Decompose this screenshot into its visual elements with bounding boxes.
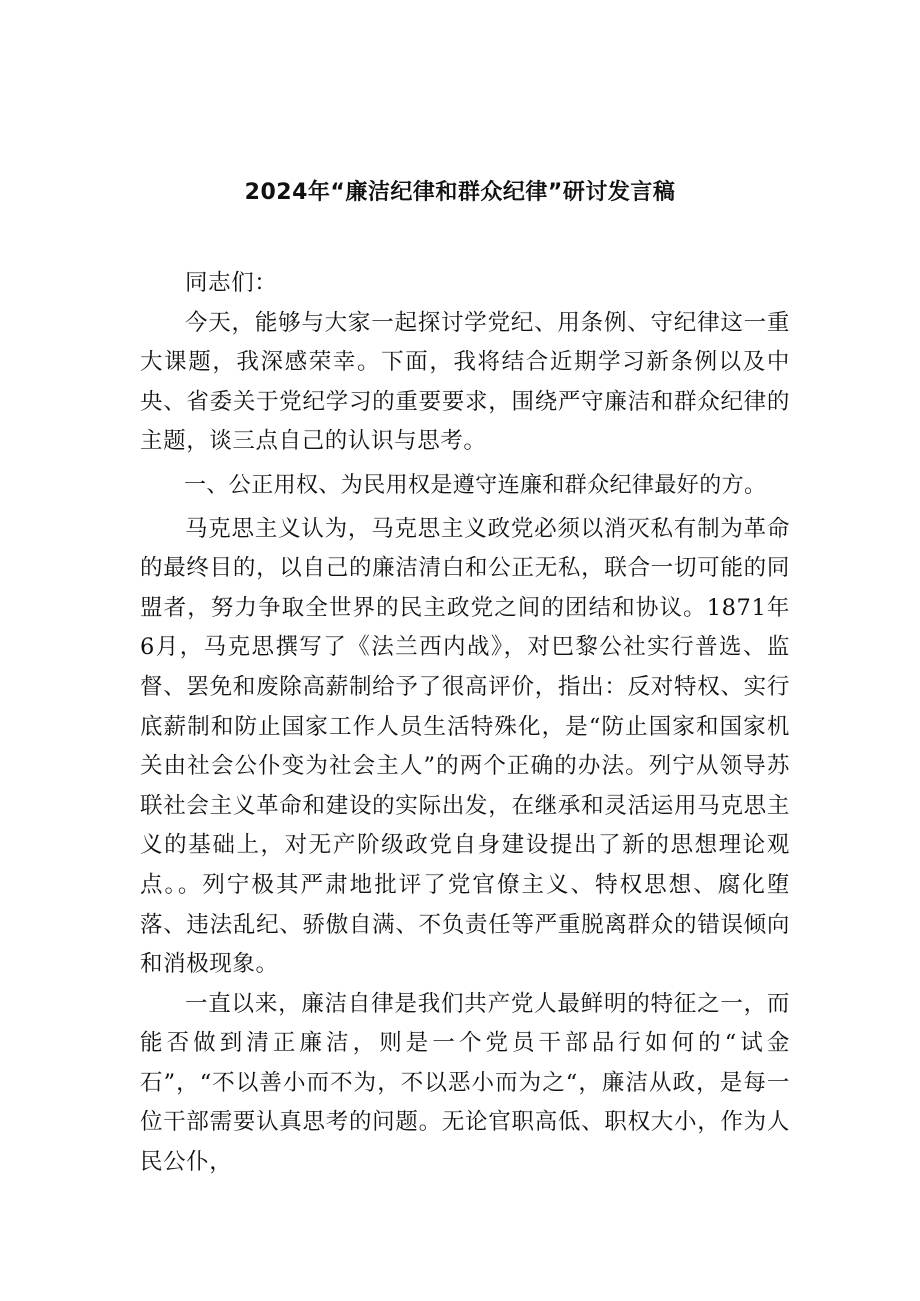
document-body xyxy=(140,264,790,1183)
body-paragraph: 一直以来，廉洁自律是我们共产党人最鲜明的特征之一，而能否做到清正廉洁，则是一个党员干部品行如何的“试金石”，“不以善小而不为，不以恶小而为之“，廉洁从政，是每一位干部需要认真思考的问题。无论官职高低、职权大小，作为人民公仆， xyxy=(140,990,790,1176)
body-paragraph: 马克思主义认为，马克思主义政党必须以消灭私有制为革命的最终目的，以自己的廉洁清白和公正无私，联合一切可能的同盟者，努力争取全世界的民主政党之间的团结和协议。1871年6月，马克思撰写了《法兰西内战》，对巴黎公社实行普选、监督、罢免和废除高薪制给予了很高评价，指出：反对特权、实行底薪制和防止国家工作人员生活特殊化，是“防止国家和国家机关由社会公仆变为社会主人”的两个正确的办法。列宁从领导苏联社会主义革命和建设的实际出发，在继承和灵活运用马克思主义的基础上，对无产阶级政党自身建设提出了新的思想理论观点。。列宁极其严肃地批评了党官僚主义、特权思想、腐化堕落、违法乱纪、骄傲自满、不负责任等严重脱离群众的错误倾向和消极现象。 xyxy=(140,515,790,978)
intro-paragraph: 今天，能够与大家一起探讨学党纪、用条例、守纪律这一重大课题，我深感荣幸。下面，我将结合近期学习新条例以及中央、省委关于党纪学习的重要要求，围绕严守廉洁和群众纪律的主题，谈三点自己的认识与思考。 xyxy=(140,309,790,455)
document-title: 2024年“廉洁纪律和群众纪律”研讨发言稿 xyxy=(244,180,676,205)
section-heading: 一、公正用权、为民用权是遵守连廉和群众纪律最好的方。 xyxy=(184,472,767,498)
salutation: 同志们： xyxy=(185,270,278,296)
